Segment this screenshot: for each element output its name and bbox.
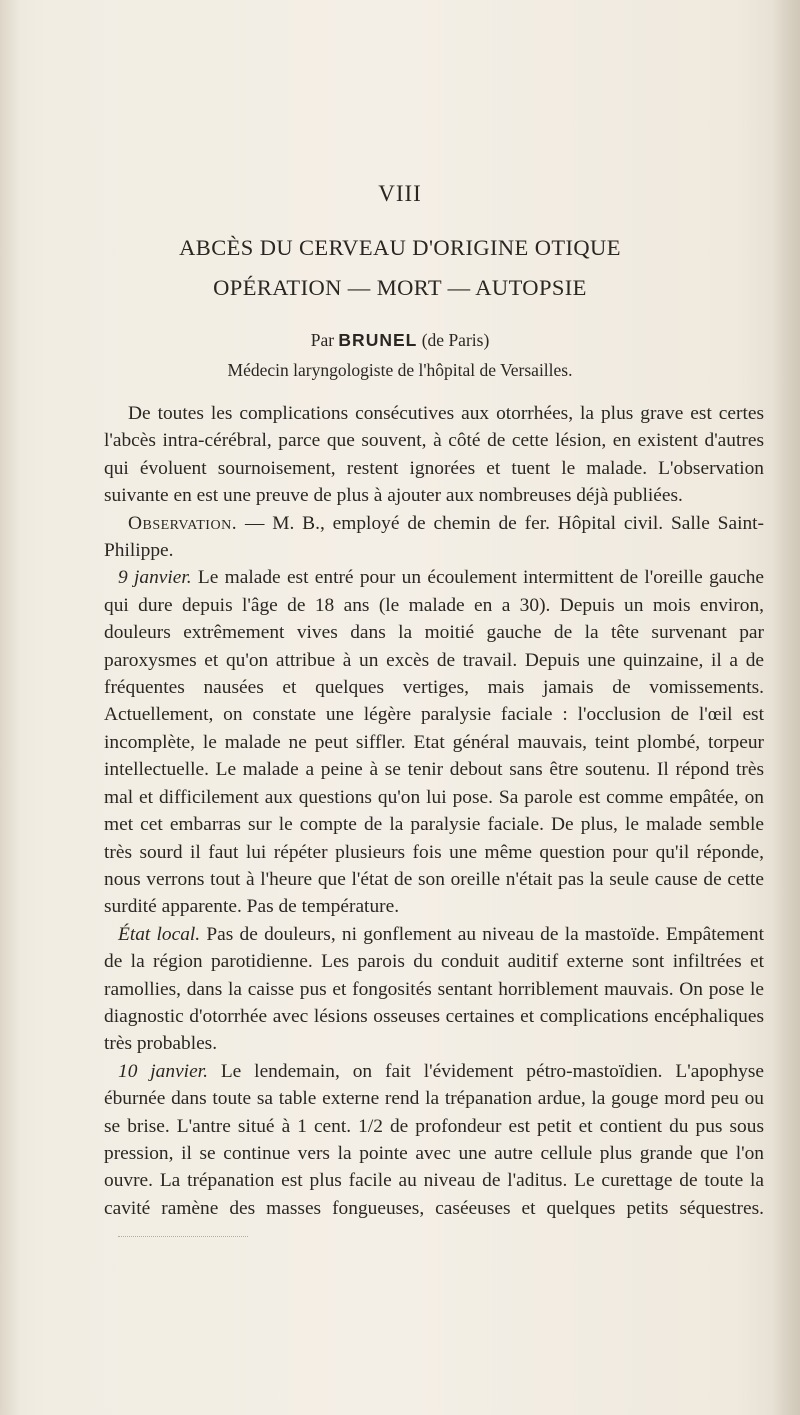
observation-text: — M. B., employé de chemin de fer. Hôpital civil. Salle Saint-Philippe.: [104, 512, 764, 562]
section-end-dots: [118, 1236, 248, 1237]
observation-label: Observation.: [128, 512, 238, 534]
entry-10-date: 10 janvier.: [118, 1060, 208, 1082]
entry-9-date: 9 janvier.: [118, 567, 192, 589]
etat-local-label: État local.: [118, 923, 201, 945]
entry-9-text: Le malade est entré pour un écoulement intermittent de l'oreille gauche qui dure depuis l'âge de 18 ans (le malade en a 30). Depuis un mois environ, douleurs extrêmement vives dans la moitié gauche de la tête survenant par paroxysmes et qu'on attribue à un excès de travail. Depuis une quinzaine, il a de fréquentes nausées et quelques vertiges, mais jamais de vomissements. Actuellement, on constate une légère paralysie faciale : l'occlusion de l'œil est incomplète, le malade ne peut siffler. Etat général mauvais, teint plombé, torpeur intellectuelle. Le malade a peine à se tenir debout sans être soutenu. Il répond très mal et difficilement aux questions qu'on lui pose. Sa parole est comme empâtée, on met cet embarras sur le compte de la paralysie faciale. De plus, le malade semble très sourd il faut lui répéter plusieurs fois une même question pour qu'il réponde, nous verrons tout à l'heure que l'état de son oreille n'était pas la seule cause de cette surdité apparente. Pas de température.: [104, 567, 764, 918]
entry-10-january: [104, 1058, 764, 1250]
entry-9-january: [104, 564, 764, 920]
byline-prefix: Par: [310, 330, 335, 350]
article-body: [104, 400, 764, 1250]
page-edge-shadow: [772, 0, 800, 1415]
etat-local-paragraph: [104, 921, 764, 1058]
observation-paragraph: [104, 510, 764, 565]
article-title-line-1: ABCÈS DU CERVEAU D'ORIGINE OTIQUE: [179, 235, 621, 260]
author-name: BRUNEL: [338, 330, 418, 350]
author-affiliation: Médecin laryngologiste de l'hôpital de Versailles.: [227, 360, 573, 380]
intro-paragraph: De toutes les complications consécutives aux otorrhées, la plus grave est certes l'abcès intra-cérébral, parce que souvent, à côté de cette lésion, en existent d'autres qui évoluent sournoisement, restent ignorées et tuent le malade. L'observation suivante en est une preuve de plus à ajouter aux nombreuses déjà publiées.: [104, 403, 764, 507]
page-gutter-shadow: [0, 0, 20, 1415]
author-location: (de Paris): [421, 330, 490, 350]
chapter-number: VIII: [378, 181, 422, 206]
article-title-line-2: OPÉRATION — MORT — AUTOPSIE: [213, 275, 587, 300]
byline: [0, 330, 800, 351]
entry-10-text: Le lendemain, on fait l'évidement pétro-mastoïdien. L'apophyse éburnée dans toute sa table externe rend la trépanation ardue, la gouge mord peu ou se brise. L'antre situé à 1 cent. 1/2 de profondeur est petit et contient du pus sous pression, il se continue vers la pointe avec une autre cellule plus grande que l'on ouvre. La trépanation est plus facile au niveau de l'aditus. Le curettage de toute la cavité ramène des masses fongueuses, caséeuses et quelques petits séquestres.: [104, 1060, 764, 1219]
etat-local-text: Pas de douleurs, ni gonflement au niveau de la mastoïde. Empâtement de la région parotidienne. Les parois du conduit auditif externe sont infiltrées et ramollies, dans la caisse pus et fongosités sentant horriblement mauvais. On pose le diagnostic d'otorrhée avec lésions osseuses certaines et complications encéphaliques très probables.: [104, 923, 764, 1055]
